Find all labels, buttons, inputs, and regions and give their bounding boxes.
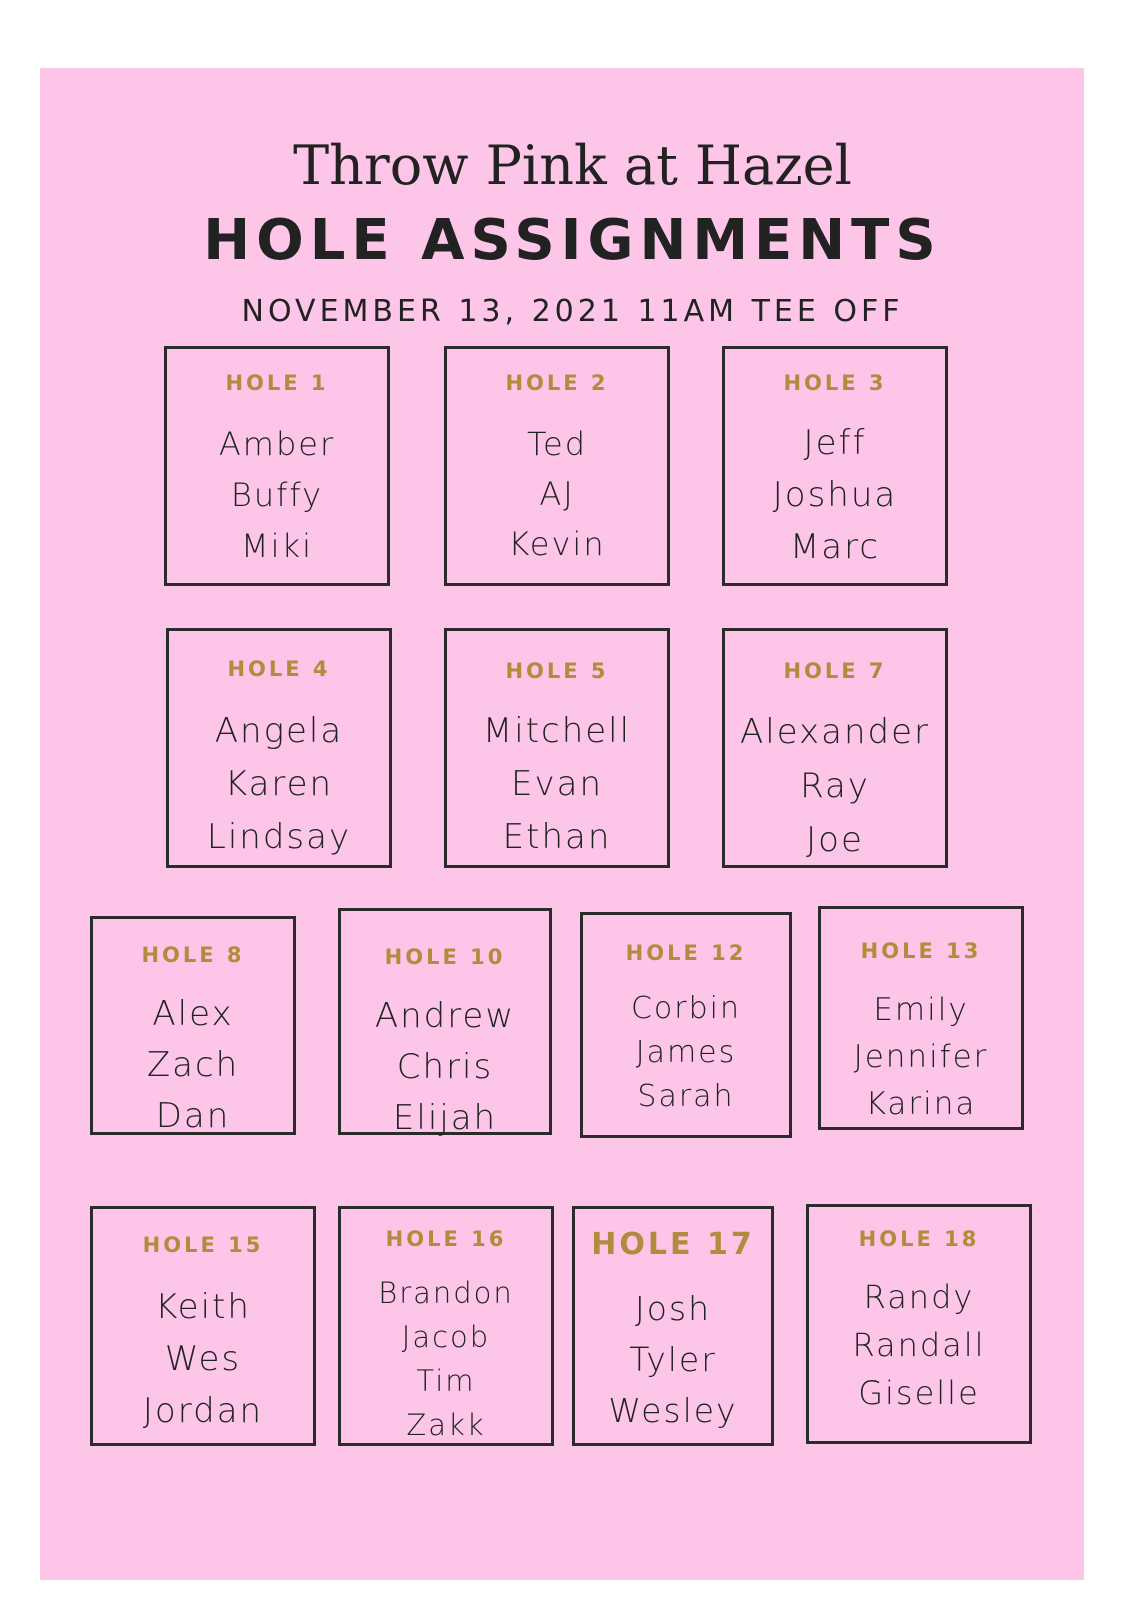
player-name: Karen [224,764,334,804]
player-name: Tyler [629,1340,717,1379]
hole-card-2 [444,346,670,586]
player-name: Randall [852,1326,986,1364]
player-name: Tim [416,1364,476,1398]
hole-card-17 [572,1206,774,1446]
player-list [447,419,667,569]
player-list [725,417,945,573]
player-name: Miki [241,527,313,565]
player-name: Alexander [739,712,930,752]
player-name: Buffy [230,476,324,514]
player-name: AJ [539,475,575,513]
player-name: Jennifer [853,1039,989,1075]
player-name: Alex [152,994,234,1034]
player-name: Marc [789,527,881,567]
player-list [447,705,667,864]
hole-label: HOLE 1 [225,371,329,395]
player-name: Andrew [374,996,516,1036]
player-name: Amber [218,425,336,463]
hole-card-18 [806,1204,1032,1444]
player-list [167,419,387,572]
player-list [93,1281,313,1437]
player-list [725,705,945,867]
player-name: Elijah [392,1098,498,1138]
hole-label: HOLE 13 [860,939,982,963]
hole-label: HOLE 12 [625,941,747,965]
player-name: Mitchell [482,711,632,751]
player-name: Dan [155,1096,231,1136]
player-name: Josh [634,1289,712,1328]
player-name: Brandon [378,1276,514,1310]
player-name: Angela [214,711,344,751]
player-name: Karina [865,1086,977,1122]
player-list [575,1283,771,1436]
hole-card-12 [580,912,792,1138]
player-name: Giselle [858,1374,980,1412]
hole-card-16 [338,1206,554,1446]
hole-label: HOLE 16 [385,1227,507,1251]
player-list [821,987,1021,1128]
hole-card-5 [444,628,670,868]
date-line: NOVEMBER 13, 2021 11AM TEE OFF [241,294,904,329]
hole-card-8 [90,916,296,1135]
player-name: Evan [511,764,603,804]
player-name: Zach [146,1045,240,1085]
event-title: Throw Pink at Hazel [293,134,852,197]
hole-card-4 [166,628,392,868]
player-name: Ted [526,425,588,463]
player-name: Wes [164,1339,242,1379]
hole-card-10 [338,908,552,1138]
hole-label: HOLE 7 [783,659,887,683]
hole-label: HOLE 5 [505,659,609,683]
hole-label: HOLE 10 [384,945,506,969]
hole-label: HOLE 18 [858,1227,980,1251]
player-name: Emily [873,992,969,1028]
hole-card-3 [722,346,948,586]
player-name: Joshua [772,475,898,515]
player-name: Sarah [637,1079,735,1114]
player-name: Lindsay [206,817,352,857]
player-name: Joe [806,820,864,860]
player-list [583,987,789,1119]
player-list [93,989,293,1142]
player-name: Keith [155,1287,251,1327]
hole-label: HOLE 4 [227,657,331,681]
player-name: Zakk [406,1408,486,1442]
player-name: Jordan [142,1391,264,1431]
player-name: Corbin [630,991,742,1026]
player-list [169,705,389,864]
player-name: Kevin [508,525,606,563]
hole-card-7 [722,628,948,868]
player-name: Jacob [401,1320,491,1354]
player-list [341,991,549,1144]
hole-label: HOLE 15 [142,1233,264,1257]
player-list [341,1271,551,1447]
page-title: HOLE ASSIGNMENTS [203,208,942,273]
player-name: James [635,1035,737,1070]
hole-label: HOLE 3 [783,371,887,395]
player-name: Wesley [608,1391,738,1430]
player-list [809,1273,1029,1417]
hole-card-13 [818,906,1024,1130]
poster [40,68,1084,1580]
hole-label: HOLE 2 [505,371,609,395]
hole-label: HOLE 17 [591,1227,755,1262]
player-name: Jeff [803,423,867,463]
player-name: Randy [863,1278,975,1316]
hole-card-15 [90,1206,316,1446]
hole-card-1 [164,346,390,586]
player-name: Chris [396,1047,494,1087]
player-name: Ethan [502,817,612,857]
hole-label: HOLE 8 [141,943,245,967]
player-name: Ray [800,766,870,806]
